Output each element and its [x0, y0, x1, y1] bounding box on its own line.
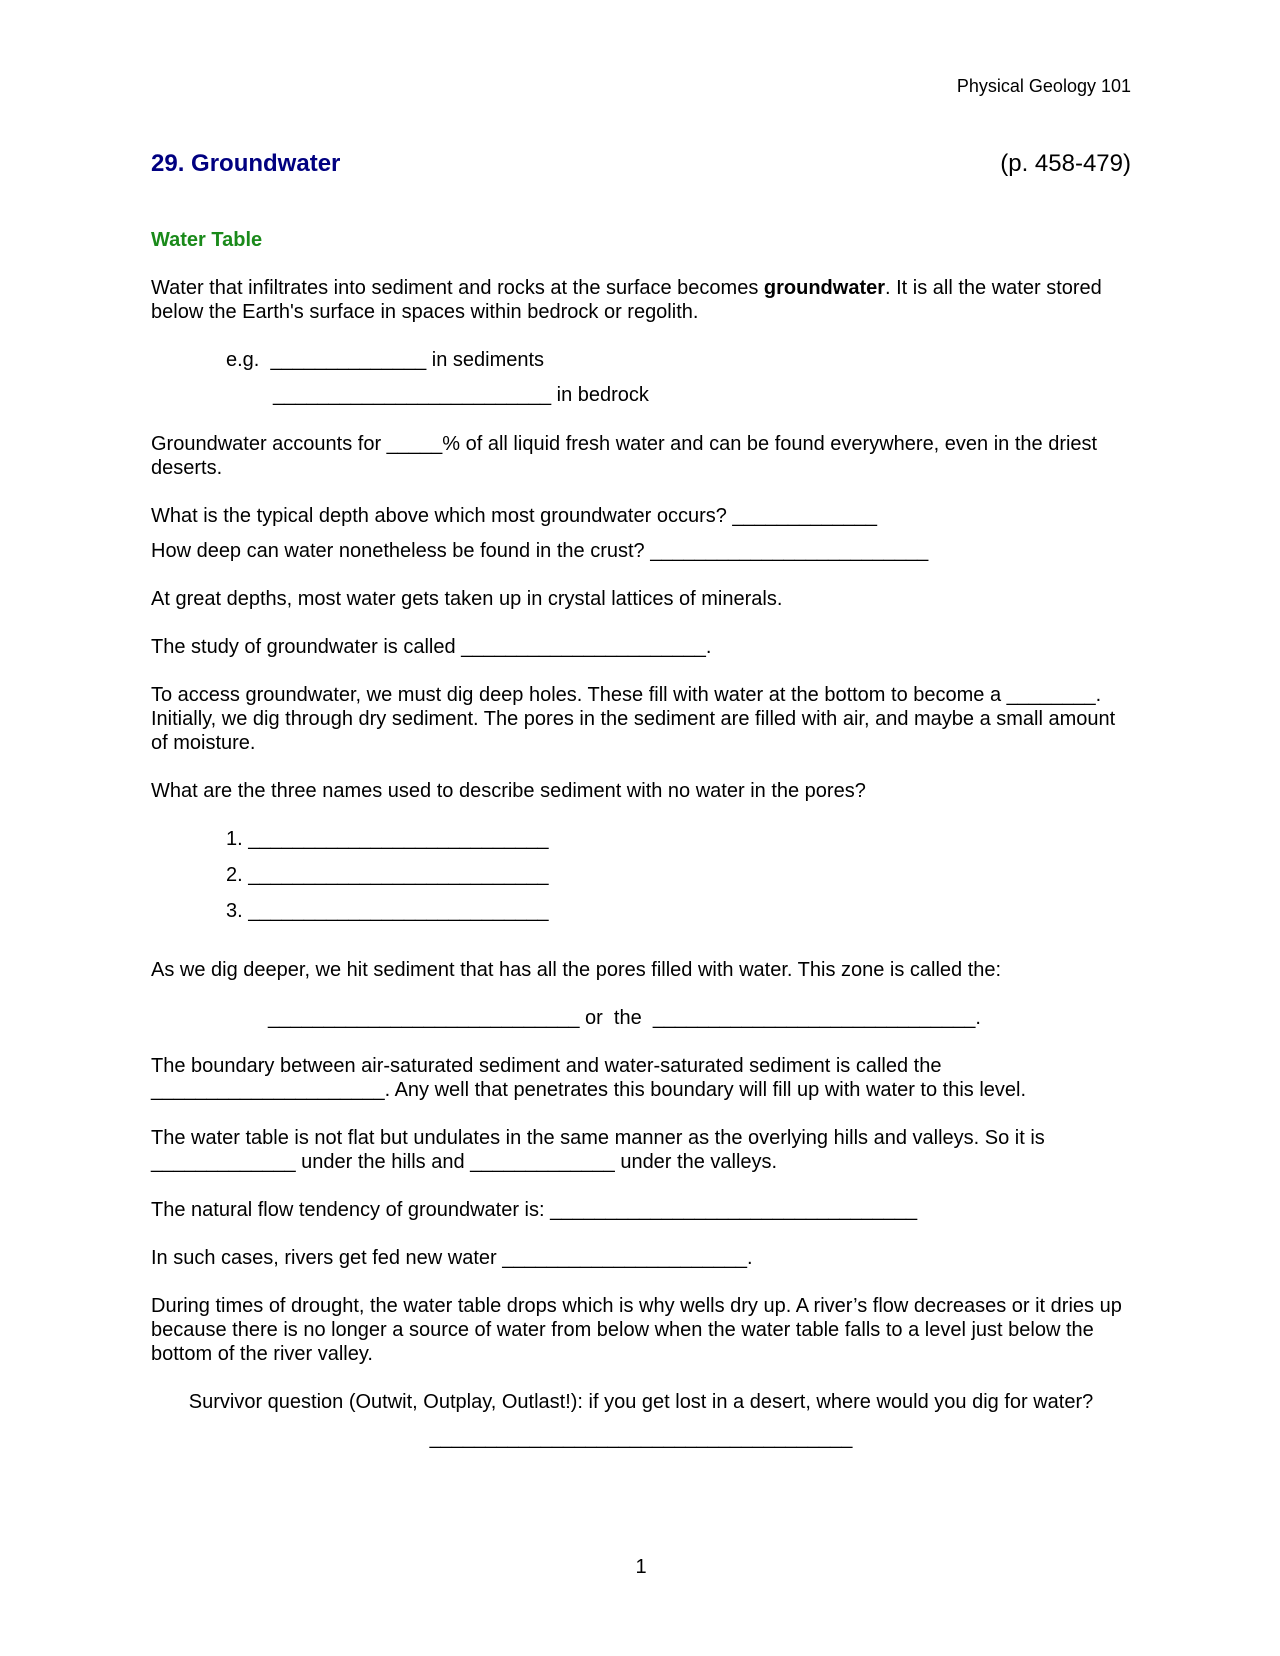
- paragraph-flow-tendency: The natural flow tendency of groundwater is: _________________________________: [151, 1199, 918, 1221]
- survivor-question: Survivor question (Outwit, Outplay, Outlast!): if you get lost in a desert, where would you dig for water?: [188, 1391, 1094, 1413]
- example-line-bedrock: _________________________ in bedrock: [273, 384, 649, 406]
- paragraph-boundary: The boundary between air-saturated sediment and water-saturated sediment is called the _____________________. Any well that penetrates this boundary will fill up with water to this level.: [151, 1055, 1027, 1101]
- title-row: [151, 152, 1131, 176]
- bold-term: groundwater: [763, 277, 886, 299]
- list-item: 1. ___________________________: [226, 828, 549, 850]
- example-line-sediments: e.g. ______________ in sediments: [226, 349, 545, 371]
- section-title: Water Table: [151, 229, 263, 251]
- paragraph-percentage: Groundwater accounts for _____% of all liquid fresh water and can be found everywhere, even in the driest deserts.: [151, 433, 1103, 479]
- paragraph-water-table-shape: The water table is not flat but undulates in the same manner as the overlying hills and valleys. So it is _____________ under the hills and _____________ under the valleys.: [151, 1127, 1051, 1173]
- question-max-depth: How deep can water nonetheless be found in the crust? _________________________: [151, 540, 929, 562]
- paragraph-study: The study of groundwater is called ______________________.: [151, 636, 712, 658]
- chapter-title: 29. Groundwater: [151, 150, 341, 177]
- paragraph-saturated-zone: As we dig deeper, we hit sediment that has all the pores filled with water. This zone is called the:: [151, 959, 1002, 981]
- paragraph-text: . It is all the water stored below the Earth's surface in spaces within bedrock or regolith.: [151, 277, 1108, 323]
- paragraph-access-groundwater: To access groundwater, we must dig deep holes. These fill with water at the bottom to become a ________. Initially, we dig through dry sediment. The pores in the sediment are filled with air, and maybe a small amount of moisture.: [151, 684, 1121, 754]
- page-range: (p. 458-479): [1000, 150, 1131, 177]
- paragraph-text: Water that infiltrates into sediment and rocks at the surface becomes: [151, 277, 764, 299]
- paragraph-drought: During times of drought, the water table drops which is why wells dry up. A river’s flow decreases or it dries up because there is no longer a source of water from below when the water table falls to a level just below the bottom of the river valley.: [151, 1295, 1128, 1365]
- document-page: [151, 0, 1131, 1656]
- page-number: 1: [635, 1556, 647, 1578]
- paragraph-rivers-fed: In such cases, rivers get fed new water ______________________.: [151, 1247, 753, 1269]
- survivor-answer-blank: ______________________________________: [429, 1427, 853, 1449]
- course-header: Physical Geology 101: [956, 76, 1131, 96]
- list-item: 2. ___________________________: [226, 864, 549, 886]
- list-item: 3. ___________________________: [226, 900, 549, 922]
- question-three-names: What are the three names used to describe sediment with no water in the pores?: [151, 780, 866, 802]
- paragraph-groundwater-definition: [151, 276, 1131, 324]
- question-typical-depth: What is the typical depth above which most groundwater occurs? _____________: [151, 505, 878, 527]
- paragraph-crystal-lattices: At great depths, most water gets taken up in crystal lattices of minerals.: [151, 588, 783, 610]
- saturated-zone-blanks: ____________________________ or the _____________________________.: [268, 1007, 981, 1029]
